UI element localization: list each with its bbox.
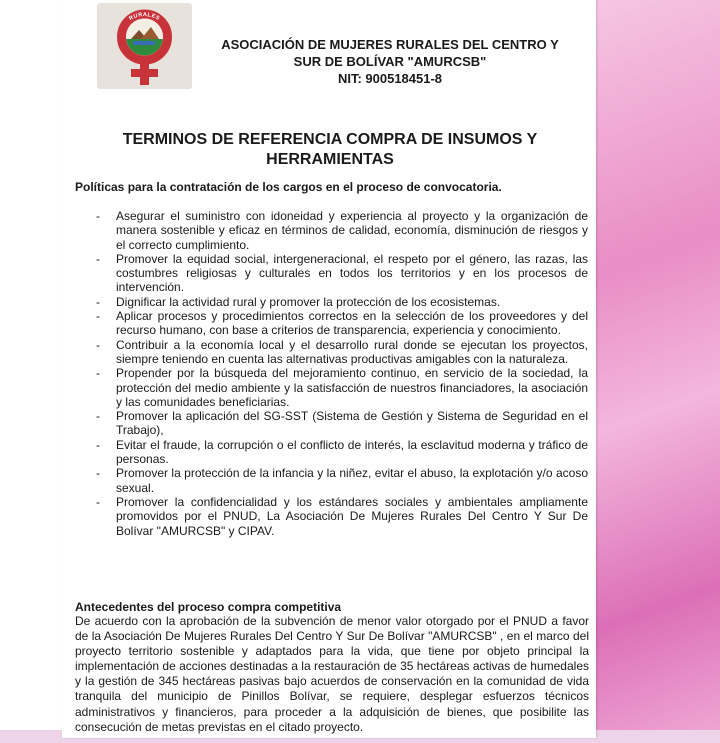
document-title	[92, 130, 568, 170]
policies-heading: Políticas para la contratación de los cargos en el proceso de convocatoria.	[75, 180, 502, 194]
org-nit: NIT: 900518451-8	[337, 71, 443, 86]
list-item: - Aplicar procesos y procedimientos correctos en la selección de los proveedores y del recurso humano, con base a criterios de transparencia, experiencia y conocimiento.	[96, 309, 588, 338]
amurcsb-logo	[97, 3, 192, 89]
pink-background-decoration	[596, 0, 720, 743]
list-item: - Evitar el fraude, la corrupción o el conflicto de interés, la esclavitud moderna y tráfico de personas.	[96, 437, 588, 467]
list-item: - Asegurar el suministro con idoneidad y experiencia al proyecto y la organización de manera sostenible y eficaz en términos de calidad, economía, disminución de riesgos y el correcto cumplimiento.	[96, 209, 588, 252]
org-name-line-1: ASOCIACIÓN DE MUJERES RURALES DEL CENTRO Y	[221, 37, 559, 52]
list-item: - Promover la protección de la infancia y la niñez, evitar el abuso, la explotación y/o acoso sexual.	[96, 466, 588, 495]
list-item: - Propender por la búsqueda del mejoramiento continuo, en servicio de la sociedad, la protección del medio ambiente y la satisfacción de nuestros financiadores, la asociación y las comunidades beneficiarias.	[96, 366, 588, 409]
logo-text: RURALES	[128, 12, 161, 23]
title-line-2: HERRAMIENTAS	[266, 151, 394, 168]
list-item: - Promover la aplicación del SG-SST (Sistema de Gestión y Sistema de Seguridad en el Trabajo),	[96, 409, 588, 438]
list-item: - Dignificar la actividad rural y promover la protección de los ecosistemas.	[96, 294, 501, 309]
policies-list	[92, 209, 588, 538]
antecedentes-paragraph: De acuerdo con la aprobación de la subvención de menor valor otorgado por el PNUD a favor de la Asociación De Mujeres Rurales Del Centro Y Sur De Bolívar "AMURCSB" , en el marco del proyecto territorio sostenible y adaptados para la vida, que tiene por objeto principal la implementación de acciones destinadas a la restauración de 35 hectáreas activas de humedales y la gestión de 345 hectáreas pasivas bajo acuerdos de conservación en la comunidad de vida tranquila del municipio de Pinillos Bolívar, se requiere, desplegar esfuerzos técnicos administrativos y financieros, para proceder a la adquisición de bienes, que posibilite las consecución de metas previstas en el citado proyecto.	[75, 614, 589, 734]
list-item: - Promover la equidad social, intergeneracional, el respeto por el género, las razas, las costumbres religiosas y culturales en todos los territorios y en los procesos de intervención.	[96, 251, 588, 295]
organization-header	[200, 36, 580, 87]
list-item: - Contribuir a la economía local y el desarrollo rural donde se ejecutan los proyectos, siempre teniendo en cuenta las alternativas productivas amigables con la naturaleza.	[96, 337, 588, 366]
org-name-line-2: SUR DE BOLÍVAR "AMURCSB"	[293, 54, 487, 69]
list-item: - Promover la confidencialidad y los estándares sociales y ambientales ampliamente promovidos por el PNUD, La Asociación De Mujeres Rurales Del Centro Y Sur De Bolívar "AMURCSB" y CIPAV.	[96, 494, 588, 538]
svg-text:RURALES	[128, 12, 160, 22]
antecedentes-heading: Antecedentes del proceso compra competitiva	[75, 600, 342, 614]
title-line-1: TERMINOS DE REFERENCIA COMPRA DE INSUMOS Y	[122, 131, 538, 148]
logo-arc-text	[97, 3, 192, 89]
